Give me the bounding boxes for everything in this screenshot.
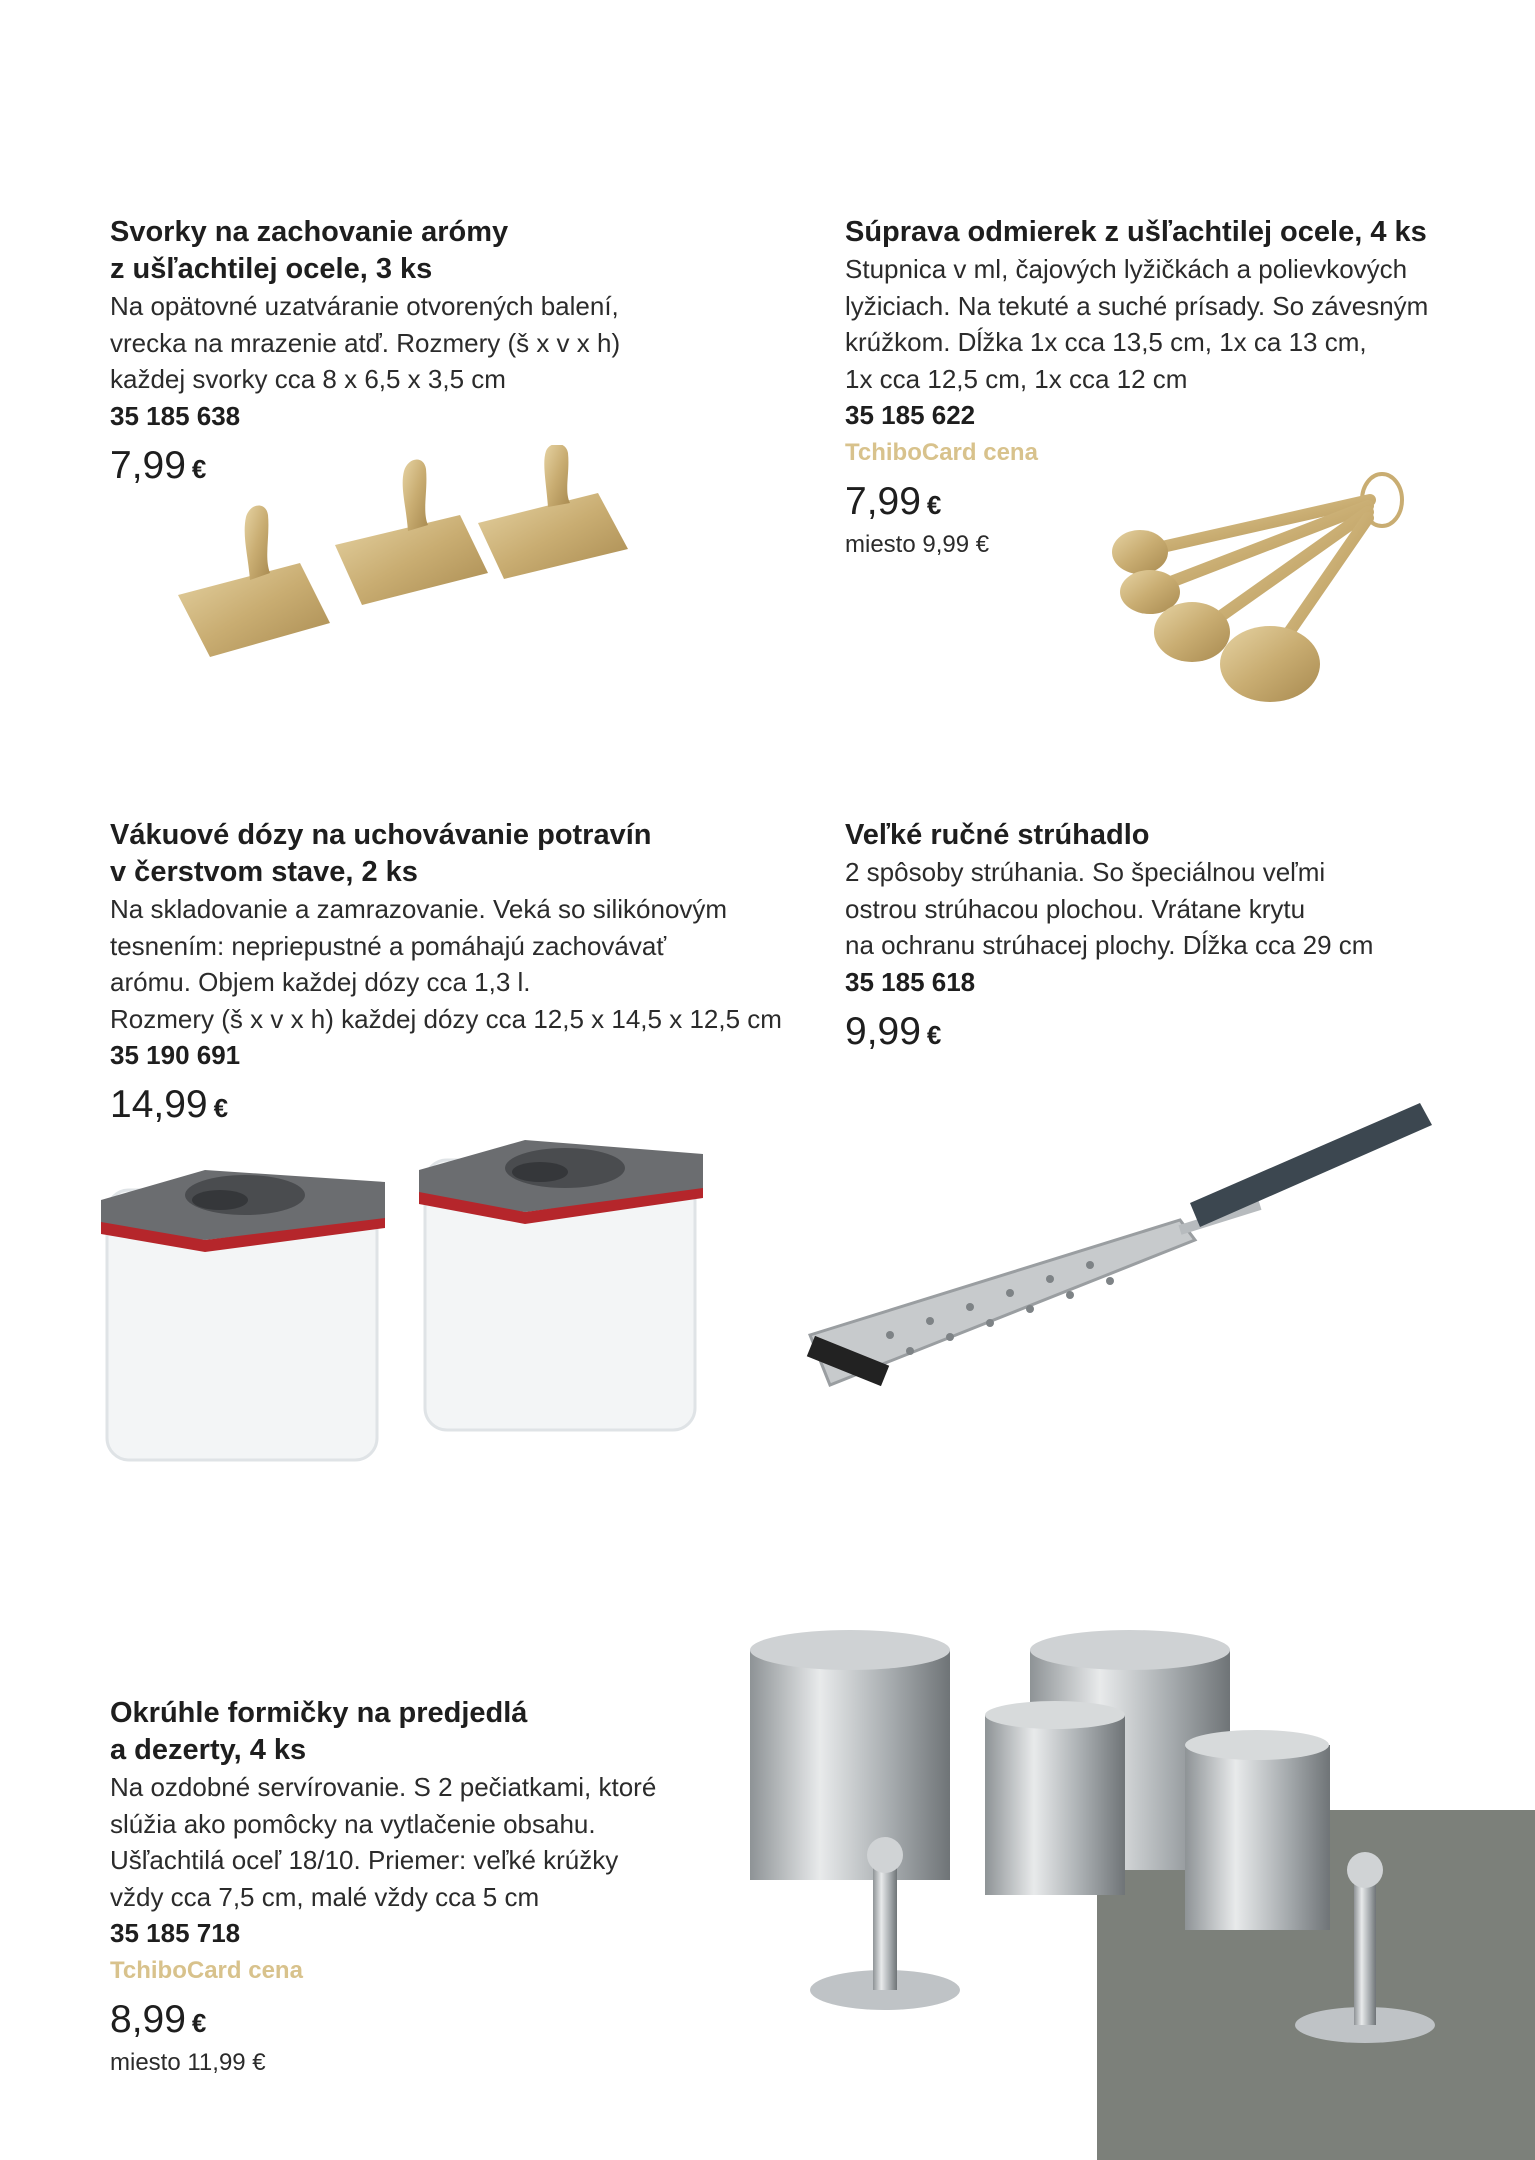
pusher-stamp-image xyxy=(1290,1840,1440,2050)
product-price: 14,99 € xyxy=(110,1083,229,1126)
product-description: Stupnica v ml, čajových lyžičkách a polievkových lyžiciach. Na tekuté a suché prísady. So závesným krúžkom. Dĺžka 1x cca 13,5 cm, 1x ca 13 cm, 1x cca 12,5 cm, 1x cca 12 cm xyxy=(845,254,1429,394)
product-code: 35 190 691 xyxy=(110,1040,241,1070)
product-vacuum-containers xyxy=(110,817,810,1133)
product-code: 35 185 718 xyxy=(110,1918,241,1948)
tchibocard-label: TchiboCard cena xyxy=(110,1957,303,1984)
grater-image xyxy=(800,1095,1440,1435)
vacuum-containers-image xyxy=(95,1130,715,1480)
tchibocard-label: TchiboCard cena xyxy=(845,439,1038,466)
product-title: Súprava odmierek z ušľachtilej ocele, 4 ks xyxy=(845,216,1427,248)
product-code: 35 185 622 xyxy=(845,400,976,430)
ring-moulds-image xyxy=(740,1630,1350,2090)
product-price: 9,99 € xyxy=(845,1009,942,1053)
product-price: 7,99 € xyxy=(110,443,207,487)
original-price: miesto 11,99 € xyxy=(110,2049,266,2076)
product-description: Na skladovanie a zamrazovanie. Veká so silikónovým tesnením: nepriepustné a pomáhajú zachovávať arómu. Objem každej dózy cca 1,3 l. Rozmery (š x v x h) každej dózy cca 12,5 x 14,5 x 12,5 cm xyxy=(110,894,782,1034)
product-price: 8,99 € xyxy=(110,1998,207,2041)
product-grater xyxy=(845,817,1485,1060)
product-description: 2 spôsoby strúhania. So špeciálnou veľmi ostrou strúhacou plochou. Vrátane krytu na ochranu strúhacej plochy. Dĺžka cca 29 cm xyxy=(845,857,1374,960)
product-code: 35 185 618 xyxy=(845,966,976,997)
product-description: Na opätovné uzatváranie otvorených balení, vrecka na mrazenie atď. Rozmery (š x v x h) každej svorky cca 8 x 6,5 x 3,5 cm xyxy=(110,291,621,394)
original-price: miesto 9,99 € xyxy=(845,531,990,558)
product-code: 35 185 638 xyxy=(110,400,241,431)
product-title: Okrúhle formičky na predjedlá a dezerty, 4 ks xyxy=(110,1697,528,1766)
product-price: 7,99 € xyxy=(845,480,942,523)
product-title: Vákuové dózy na uchovávanie potravín v čerstvom stave, 2 ks xyxy=(110,819,652,888)
product-title: Veľké ručné strúhadlo xyxy=(845,819,1150,851)
gold-clips-image xyxy=(170,445,640,675)
measuring-spoons-image xyxy=(1100,460,1420,710)
product-title: Svorky na zachovanie arómy z ušľachtilej ocele, 3 ks xyxy=(110,216,509,285)
product-description: Na ozdobné servírovanie. S 2 pečiatkami, ktoré slúžia ako pomôcky na vytlačenie obsahu. Ušľachtilá oceľ 18/10. Priemer: veľké krúžky vždy cca 7,5 cm, malé vždy cca 5 cm xyxy=(110,1772,657,1912)
product-ring-moulds xyxy=(110,1695,730,2078)
